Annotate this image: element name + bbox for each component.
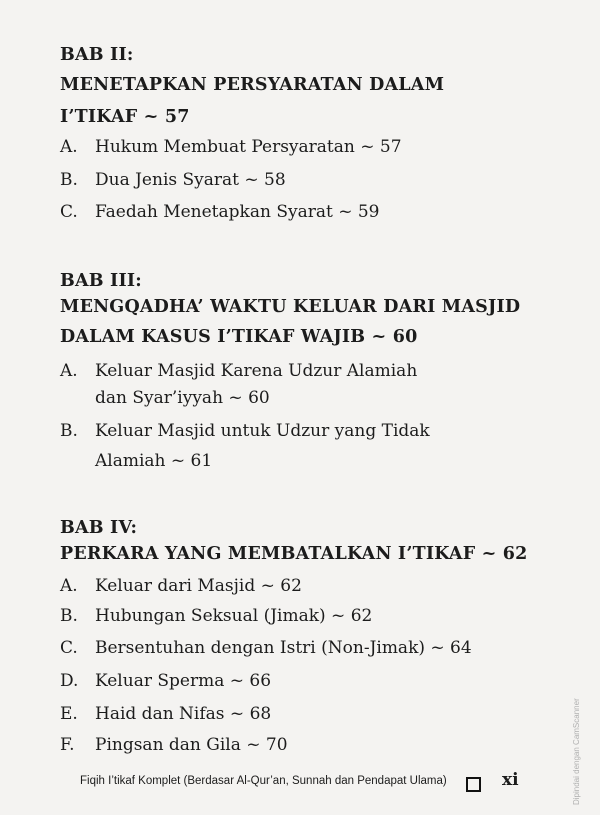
item-letter: B. [60,606,78,626]
item-text: Bersentuhan dengan Istri (Non-Jimak) ~ 64 [95,638,472,658]
item-letter: C. [60,638,78,658]
bab3-label: BAB III: [60,271,142,291]
item-text: Haid dan Nifas ~ 68 [95,704,272,724]
item-text: Keluar dari Masjid ~ 62 [95,576,302,596]
item-letter: C. [60,202,78,222]
bab3-title-line2: DALAM KASUS I’TIKAF WAJIB ~ 60 [60,327,418,347]
item-letter: E. [60,704,78,724]
item-text: Pingsan dan Gila ~ 70 [95,735,288,755]
item-text: Faedah Menetapkan Syarat ~ 59 [95,202,380,222]
bab4-label: BAB IV: [60,518,138,538]
item-letter: F. [60,735,75,755]
bab2-title-line2: I’TIKAF ~ 57 [60,107,190,127]
item-text: Hubungan Seksual (Jimak) ~ 62 [95,606,373,626]
item-letter: B. [60,421,78,441]
bab3-title-line1: MENGQADHA’ WAKTU KELUAR DARI MASJID [60,297,521,317]
item-letter: A. [60,361,78,381]
item-text: Hukum Membuat Persyaratan ~ 57 [95,137,402,157]
item-letter: B. [60,170,78,190]
page-number: xi [502,770,519,790]
bab2-label: BAB II: [60,45,134,65]
item-text: Keluar Masjid Karena Udzur Alamiah [95,361,418,381]
bab3-item-b-continuation: Alamiah ~ 61 [95,451,213,471]
item-text: Keluar Masjid untuk Udzur yang Tidak [95,421,430,441]
square-icon [466,777,481,792]
book-title-footer: Fiqih I’tikaf Komplet (Berdasar Al-Qur’an, Sunnah dan Pendapat Ulama) [80,775,447,787]
bab2-title-line1: MENETAPKAN PERSYARATAN DALAM [60,75,445,95]
item-text: Keluar Sperma ~ 66 [95,671,272,691]
scanner-watermark: Dipindai dengan CamScanner [572,698,581,805]
item-letter: A. [60,137,78,157]
bab4-title-line1: PERKARA YANG MEMBATALKAN I’TIKAF ~ 62 [60,544,528,564]
item-letter: D. [60,671,79,691]
item-letter: A. [60,576,78,596]
item-text: Dua Jenis Syarat ~ 58 [95,170,286,190]
bab3-item-a-continuation: dan Syar’iyyah ~ 60 [95,388,270,408]
